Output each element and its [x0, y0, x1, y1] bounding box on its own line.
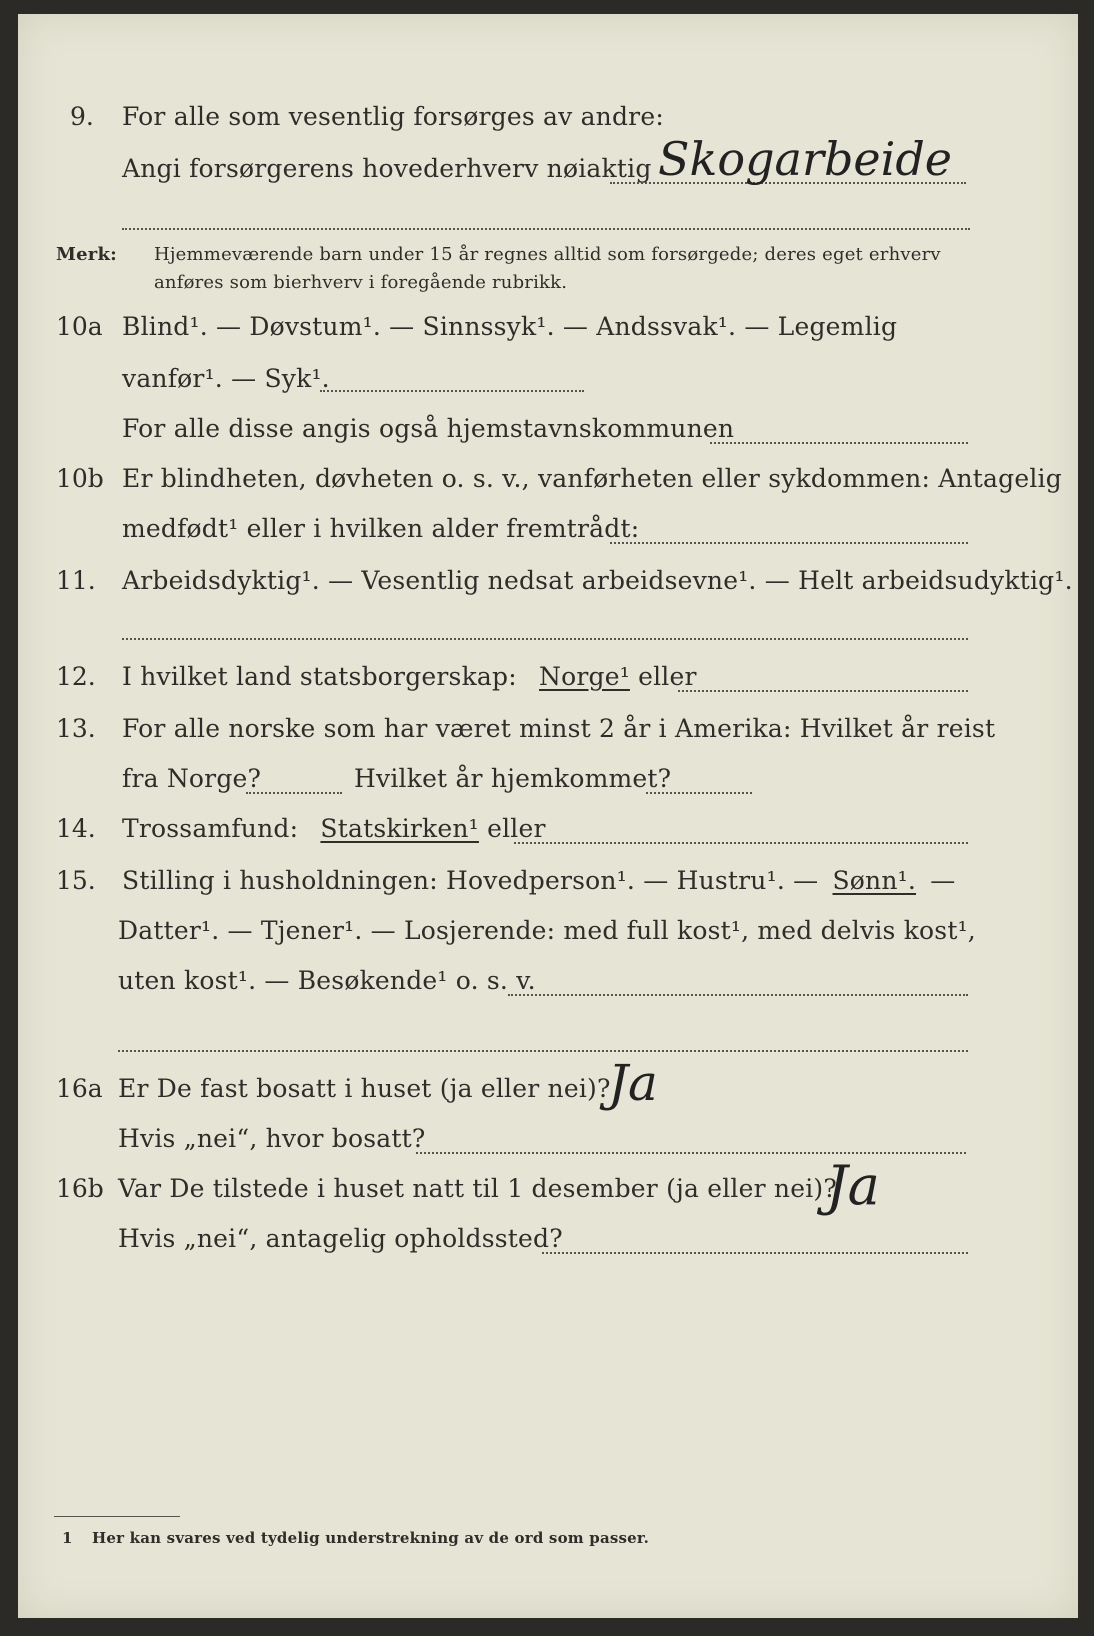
- q12-answer-line: [678, 690, 968, 692]
- q15-line-1: [122, 866, 955, 895]
- merk-label: Merk:: [56, 244, 117, 265]
- q16b-handwritten-answer: Ja: [826, 1154, 880, 1217]
- q11-number: 11.: [56, 566, 96, 595]
- q16b-line-1: Var De tilstede i huset natt til 1 desember (ja eller nei)?: [118, 1174, 837, 1203]
- footnote-text: Her kan svares ved tydelig understrekning av de ord som passer.: [92, 1529, 650, 1547]
- q11-answer-line: [122, 638, 968, 640]
- q14-text: [122, 814, 546, 843]
- census-form-page: [18, 14, 1078, 1618]
- merk-text-2: anføres som bierhverv i foregående rubrikk.: [154, 272, 568, 293]
- q13-line-1: For alle norske som har været minst 2 år i Amerika: Hvilket år reist: [122, 714, 996, 743]
- q13-returned-line: [646, 792, 752, 794]
- q14-underlined-answer: Statskirken¹: [320, 814, 479, 843]
- q16a-line-1: Er De fast bosatt i huset (ja eller nei)?: [118, 1074, 611, 1103]
- q15-number: 15.: [56, 866, 96, 895]
- q10b-answer-line: [610, 542, 968, 544]
- q16b-line-2: Hvis „nei“, antagelig opholdssted?: [118, 1224, 563, 1253]
- footnote-mark: 1: [62, 1529, 73, 1547]
- q16a-answer-line: [416, 1152, 966, 1154]
- q11-line-1: Arbeidsdyktig¹. — Vesentlig nedsat arbeidsevne¹. — Helt arbeidsudyktig¹.: [122, 566, 1073, 595]
- q10a-number: 10a: [56, 312, 103, 341]
- merk-text-1: Hjemmeværende barn under 15 år regnes alltid som forsørgede; deres eget erhverv: [154, 244, 941, 265]
- q12-underlined-answer: Norge¹: [539, 662, 630, 691]
- q10a-line-3: For alle disse angis også hjemstavnskommunen: [122, 414, 735, 443]
- q16a-number: 16a: [56, 1074, 103, 1103]
- q15-underlined-answer: Sønn¹.: [832, 866, 917, 895]
- q15-line-3: uten kost¹. — Besøkende¹ o. s. v.: [118, 966, 536, 995]
- q14-answer-line: [514, 842, 968, 844]
- q16a-line-2: Hvis „nei“, hvor bosatt?: [118, 1124, 426, 1153]
- q12-text: [122, 662, 697, 691]
- q13-line-2a: fra Norge?: [122, 764, 262, 793]
- q9-handwritten-answer: Skogarbeide: [658, 132, 952, 186]
- q14-tail: eller: [487, 814, 546, 843]
- q10a-line-1: Blind¹. — Døvstum¹. — Sinnssyk¹. — Andssvak¹. — Legemlig: [122, 312, 898, 341]
- q15-line-1b: —: [930, 866, 956, 895]
- q9-extra-line: [122, 228, 970, 230]
- q16a-handwritten-answer: Ja: [608, 1054, 658, 1112]
- q9-question: For alle som vesentlig forsørges av andre:: [122, 102, 664, 131]
- q13-departed-line: [246, 792, 342, 794]
- q12-question: I hvilket land statsborgerskap:: [122, 662, 517, 691]
- q10a-sick-line: [320, 390, 584, 392]
- q10a-line-2: vanfør¹. — Syk¹.: [122, 364, 330, 393]
- q13-line-2b: Hvilket år hjemkommet?: [354, 764, 672, 793]
- q15-extra-line: [118, 1050, 968, 1052]
- q16b-answer-line: [542, 1252, 968, 1254]
- q15-answer-line: [508, 994, 968, 996]
- q16b-number: 16b: [56, 1174, 104, 1203]
- q10a-municipality-line: [710, 442, 968, 444]
- q14-question: Trossamfund:: [122, 814, 299, 843]
- footnote-rule: [54, 1516, 180, 1517]
- q9-instruction: Angi forsørgerens hovederhverv nøiaktig: [122, 154, 652, 183]
- q10b-line-1: Er blindheten, døvheten o. s. v., vanførheten eller sykdommen: Antagelig: [122, 464, 1062, 493]
- q12-number: 12.: [56, 662, 96, 691]
- q10b-line-2: medfødt¹ eller i hvilken alder fremtrådt:: [122, 514, 640, 543]
- q10b-number: 10b: [56, 464, 104, 493]
- q13-number: 13.: [56, 714, 96, 743]
- q15-line-2: Datter¹. — Tjener¹. — Losjerende: med full kost¹, med delvis kost¹,: [118, 916, 976, 945]
- q9-number: 9.: [70, 102, 94, 131]
- q14-number: 14.: [56, 814, 96, 843]
- q15-line-1a: Stilling i husholdningen: Hovedperson¹. — Hustru¹. —: [122, 866, 819, 895]
- q12-tail: eller: [638, 662, 697, 691]
